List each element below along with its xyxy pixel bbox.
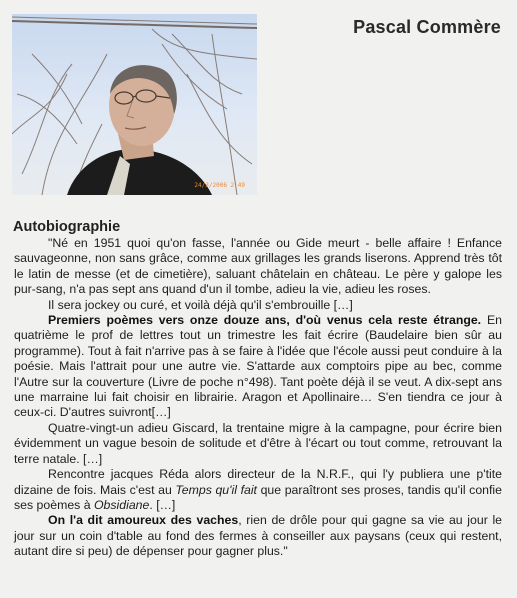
paragraph-text: que paraîtront ses proses, tandis qu'il confie ses poèmes à xyxy=(14,482,502,512)
paragraph-text: En quatrième le prof de lettres tout un trimestre les fait écrire (Baudelaire bien sûr au programme). Tout à fait n'arrive pas à se faire à l'idée que l'école aussi peut conduire à la poésie. Mais l'attrait pour une autre vie. S'attarde aux comptoirs pipe au bec, comme l'Autre sur la couverture (Livre de poche n°498). Tant poète déjà il se veut. A dix-sept ans une marraine lui fait choisir en librairie. Aragon et Apollinaire… S'en tiendra ce jour à ceux-ci. D'autres suivront[…] xyxy=(14,313,502,420)
biography-text xyxy=(14,236,502,560)
portrait-illustration xyxy=(12,14,257,195)
photo-date-stamp: 24/3/2006 2:49 xyxy=(194,182,245,189)
paragraph-text: Il sera jockey ou curé, et voilà déjà qu'il s'embrouille […] xyxy=(48,297,353,312)
paragraph-giscard xyxy=(14,421,502,467)
paragraph-text: . […] xyxy=(149,497,176,512)
paragraph-birth xyxy=(14,236,502,298)
paragraph-reda xyxy=(14,467,502,513)
paragraph-cows xyxy=(14,513,502,559)
section-title: Autobiographie xyxy=(13,219,121,235)
author-photo xyxy=(12,14,257,195)
publisher-title: Temps qu'il fait xyxy=(175,482,257,497)
author-name: Pascal Commère xyxy=(353,17,501,37)
paragraph-text: Quatre-vingt-un adieu Giscard, la trentaine migre à la campagne, pour écrire bien évidemment un vague besoin de solitude et d'être à l'écart ou tout comme, retrouvant la terre natale. […] xyxy=(14,420,502,466)
bold-lead: On l'a dit amoureux des vaches xyxy=(48,513,239,528)
paragraph-first-poems xyxy=(14,313,502,421)
bold-lead: Premiers poèmes vers onze douze ans, d'où venus cela reste étrange. xyxy=(48,313,482,328)
paragraph-text: Rencontre jacques Réda alors directeur de la N.R.F., qui l'y publiera une p'tite dizaine de fois. Mais c'est au xyxy=(14,467,502,497)
paragraph-text: "Né en 1951 quoi qu'on fasse, l'année ou Gide meurt - belle affaire ! Enfance sauvageonne, non sans grâce, comme aux grillages les grands liserons. Apprend très tôt le latin de messe (et de cimetière), saluant châtelain en château. Le père y galope les pur-sang, n'a pas sept ans quand d'un il tombe, adieu la vie, adieu les roses. xyxy=(14,236,502,297)
paragraph-jockey xyxy=(14,298,502,313)
publisher-title: Obsidiane xyxy=(93,497,150,512)
paragraph-text: , rien de drôle pour qui gagne sa vie au jour le jour sur un coin d'table au fond des fermes à conseiller aux paysans (ceux qui restent, autant dire si peu) de dépenser pour gagner plus." xyxy=(14,513,503,559)
